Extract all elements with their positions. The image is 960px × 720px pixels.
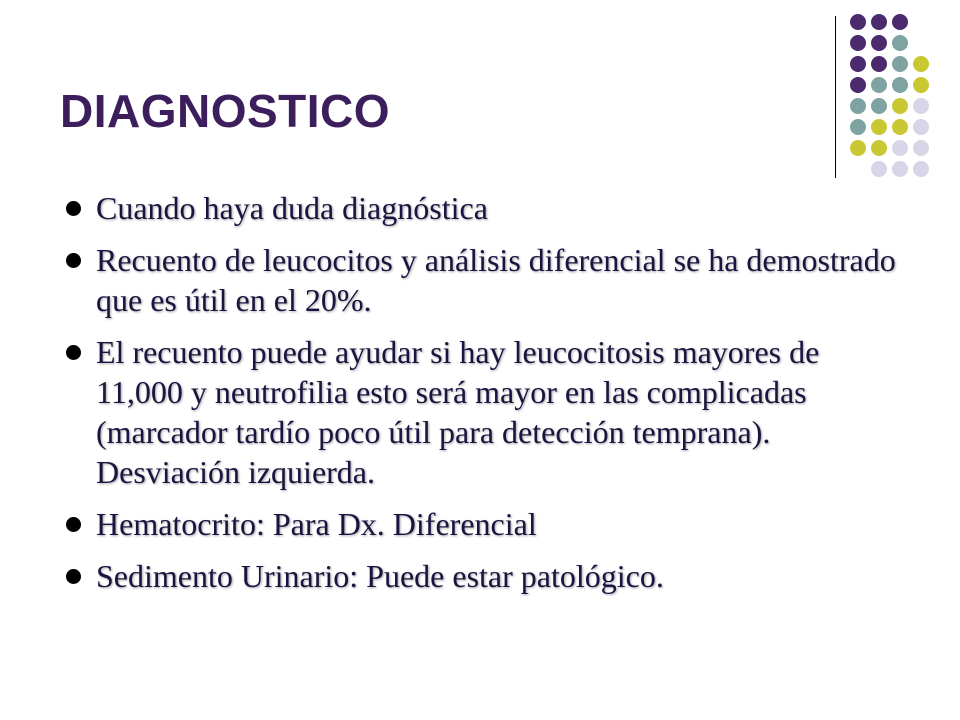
decorative-dot <box>892 98 908 114</box>
bullet-text: Sedimento Urinario: Puede estar patológico. <box>96 558 664 594</box>
bullet-list <box>60 188 900 608</box>
decorative-dot <box>871 119 887 135</box>
bullet-text: Cuando haya duda diagnóstica <box>96 190 488 226</box>
decorative-dot <box>871 98 887 114</box>
decorative-dot <box>871 161 887 177</box>
decorative-dot <box>913 77 929 93</box>
decorative-dot <box>871 56 887 72</box>
decorative-dot <box>871 14 887 30</box>
decorative-dot <box>892 119 908 135</box>
bullet-dot-icon <box>66 517 81 532</box>
decorative-dot-grid <box>0 0 960 180</box>
bullet-dot-icon <box>66 569 81 584</box>
decorative-dot <box>892 56 908 72</box>
bullet-text: Recuento de leucocitos y análisis diferencial se ha demostrado que es útil en el 20%. <box>96 242 896 318</box>
decorative-dot <box>871 77 887 93</box>
decorative-dot <box>892 35 908 51</box>
decorative-dot <box>871 140 887 156</box>
bullet-item <box>60 240 900 320</box>
decorative-dot <box>850 140 866 156</box>
decorative-dot <box>871 35 887 51</box>
bullet-text: Hematocrito: Para Dx. Diferencial <box>96 506 537 542</box>
bullet-item <box>60 332 900 492</box>
decorative-dot <box>892 161 908 177</box>
decorative-dot <box>913 119 929 135</box>
decorative-dot <box>850 98 866 114</box>
decorative-dot <box>913 56 929 72</box>
vertical-divider-line <box>835 16 836 178</box>
bullet-item <box>60 188 900 228</box>
decorative-dot <box>913 140 929 156</box>
decorative-dot <box>892 14 908 30</box>
decorative-dot <box>850 77 866 93</box>
decorative-dot <box>892 140 908 156</box>
decorative-dot <box>913 98 929 114</box>
decorative-dot <box>850 14 866 30</box>
decorative-dot <box>850 56 866 72</box>
decorative-dot <box>892 77 908 93</box>
bullet-item <box>60 556 900 596</box>
bullet-dot-icon <box>66 345 81 360</box>
decorative-dot <box>850 35 866 51</box>
decorative-dot <box>913 161 929 177</box>
slide-title: DIAGNOSTICO <box>60 85 391 137</box>
decorative-dot <box>850 119 866 135</box>
bullet-dot-icon <box>66 201 81 216</box>
bullet-text: El recuento puede ayudar si hay leucocitosis mayores de 11,000 y neutrofilia esto será mayor en las complicadas (marcador tardío poco útil para detección temprana). Desviación izquierda. <box>96 334 820 490</box>
bullet-item <box>60 504 900 544</box>
bullet-dot-icon <box>66 253 81 268</box>
